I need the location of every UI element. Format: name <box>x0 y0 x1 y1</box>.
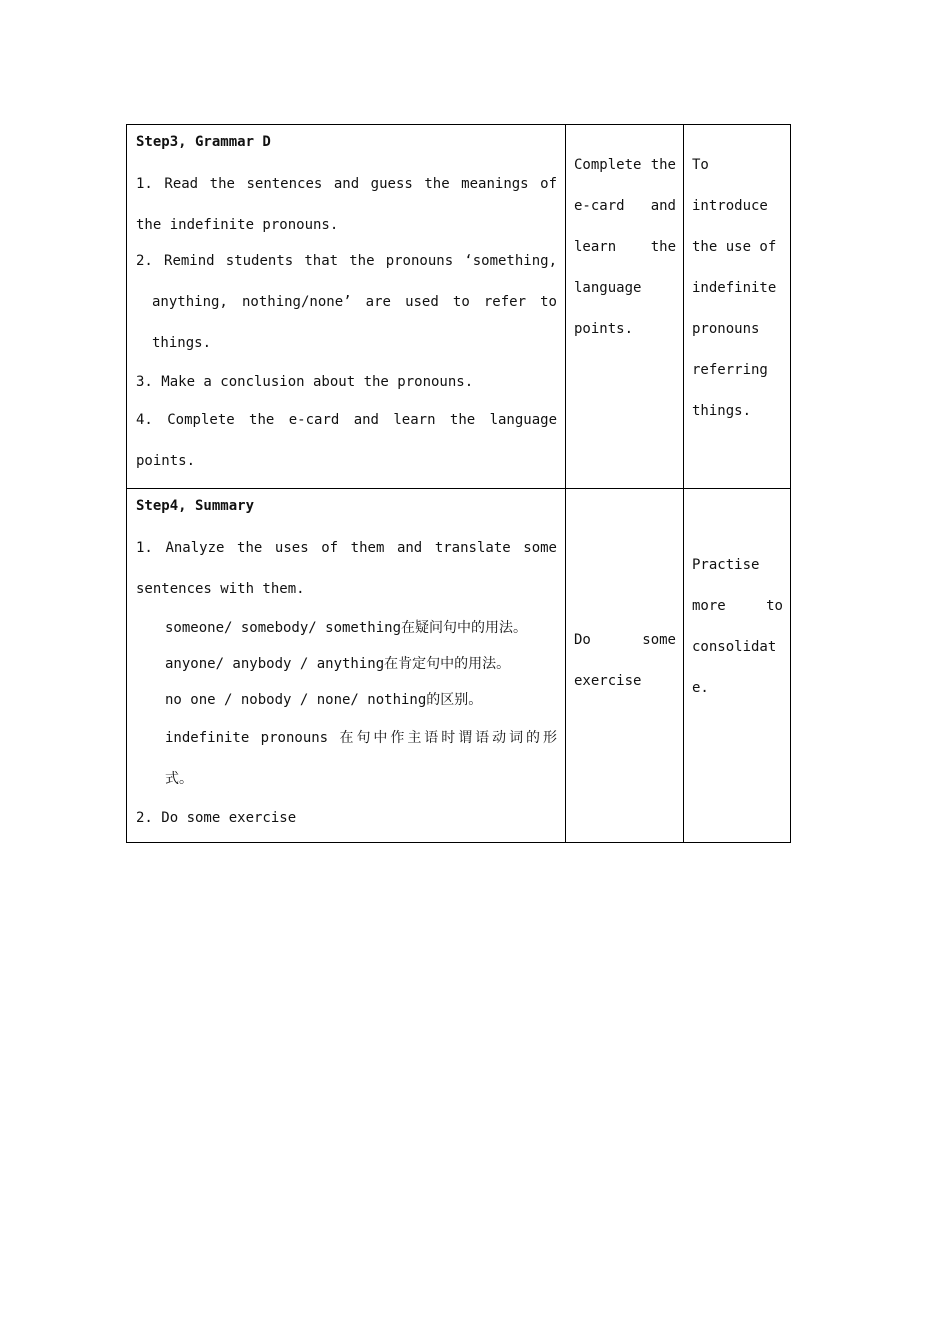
table-row <box>127 489 791 843</box>
step-heading: Step4, Summary <box>136 498 255 514</box>
list-item: no one / nobody / none/ nothing的区别。 <box>165 692 483 708</box>
list-item: 2. Do some exercise <box>136 810 297 826</box>
list-item: 3. Make a conclusion about the pronouns. <box>136 374 474 390</box>
list-item: 2. Remind students that the pronouns ‘something, anything, nothing/none’ are used to refer to things. <box>136 253 557 351</box>
teaching-purpose: To introduce the use of indefinite pronouns referring things. <box>692 157 777 419</box>
purpose-cell <box>684 125 791 489</box>
lesson-plan-table <box>126 124 791 843</box>
activity-cell <box>566 125 684 489</box>
student-activity: Complete the e-card and learn the language points. <box>574 157 676 337</box>
list-item: indefinite pronouns 在句中作主语时谓语动词的形 式。 <box>165 730 557 787</box>
list-item: 4. Complete the e-card and learn the language points. <box>136 412 557 469</box>
student-activity: Do some exercise <box>574 632 676 689</box>
activity-cell <box>566 489 684 843</box>
list-item: 1. Analyze the uses of them and translate some sentences with them. <box>136 540 557 597</box>
purpose-cell <box>684 489 791 843</box>
procedure-cell <box>127 489 566 843</box>
table-row <box>127 125 791 489</box>
list-item: 1. Read the sentences and guess the meanings of the indefinite pronouns. <box>136 176 557 233</box>
teaching-purpose: Practise more to consolidate. <box>692 557 783 696</box>
step-heading: Step3, Grammar D <box>136 134 271 150</box>
list-item: someone/ somebody/ something在疑问句中的用法。 <box>165 620 528 636</box>
list-item: anyone/ anybody / anything在肯定句中的用法。 <box>165 656 511 672</box>
procedure-cell <box>127 125 566 489</box>
